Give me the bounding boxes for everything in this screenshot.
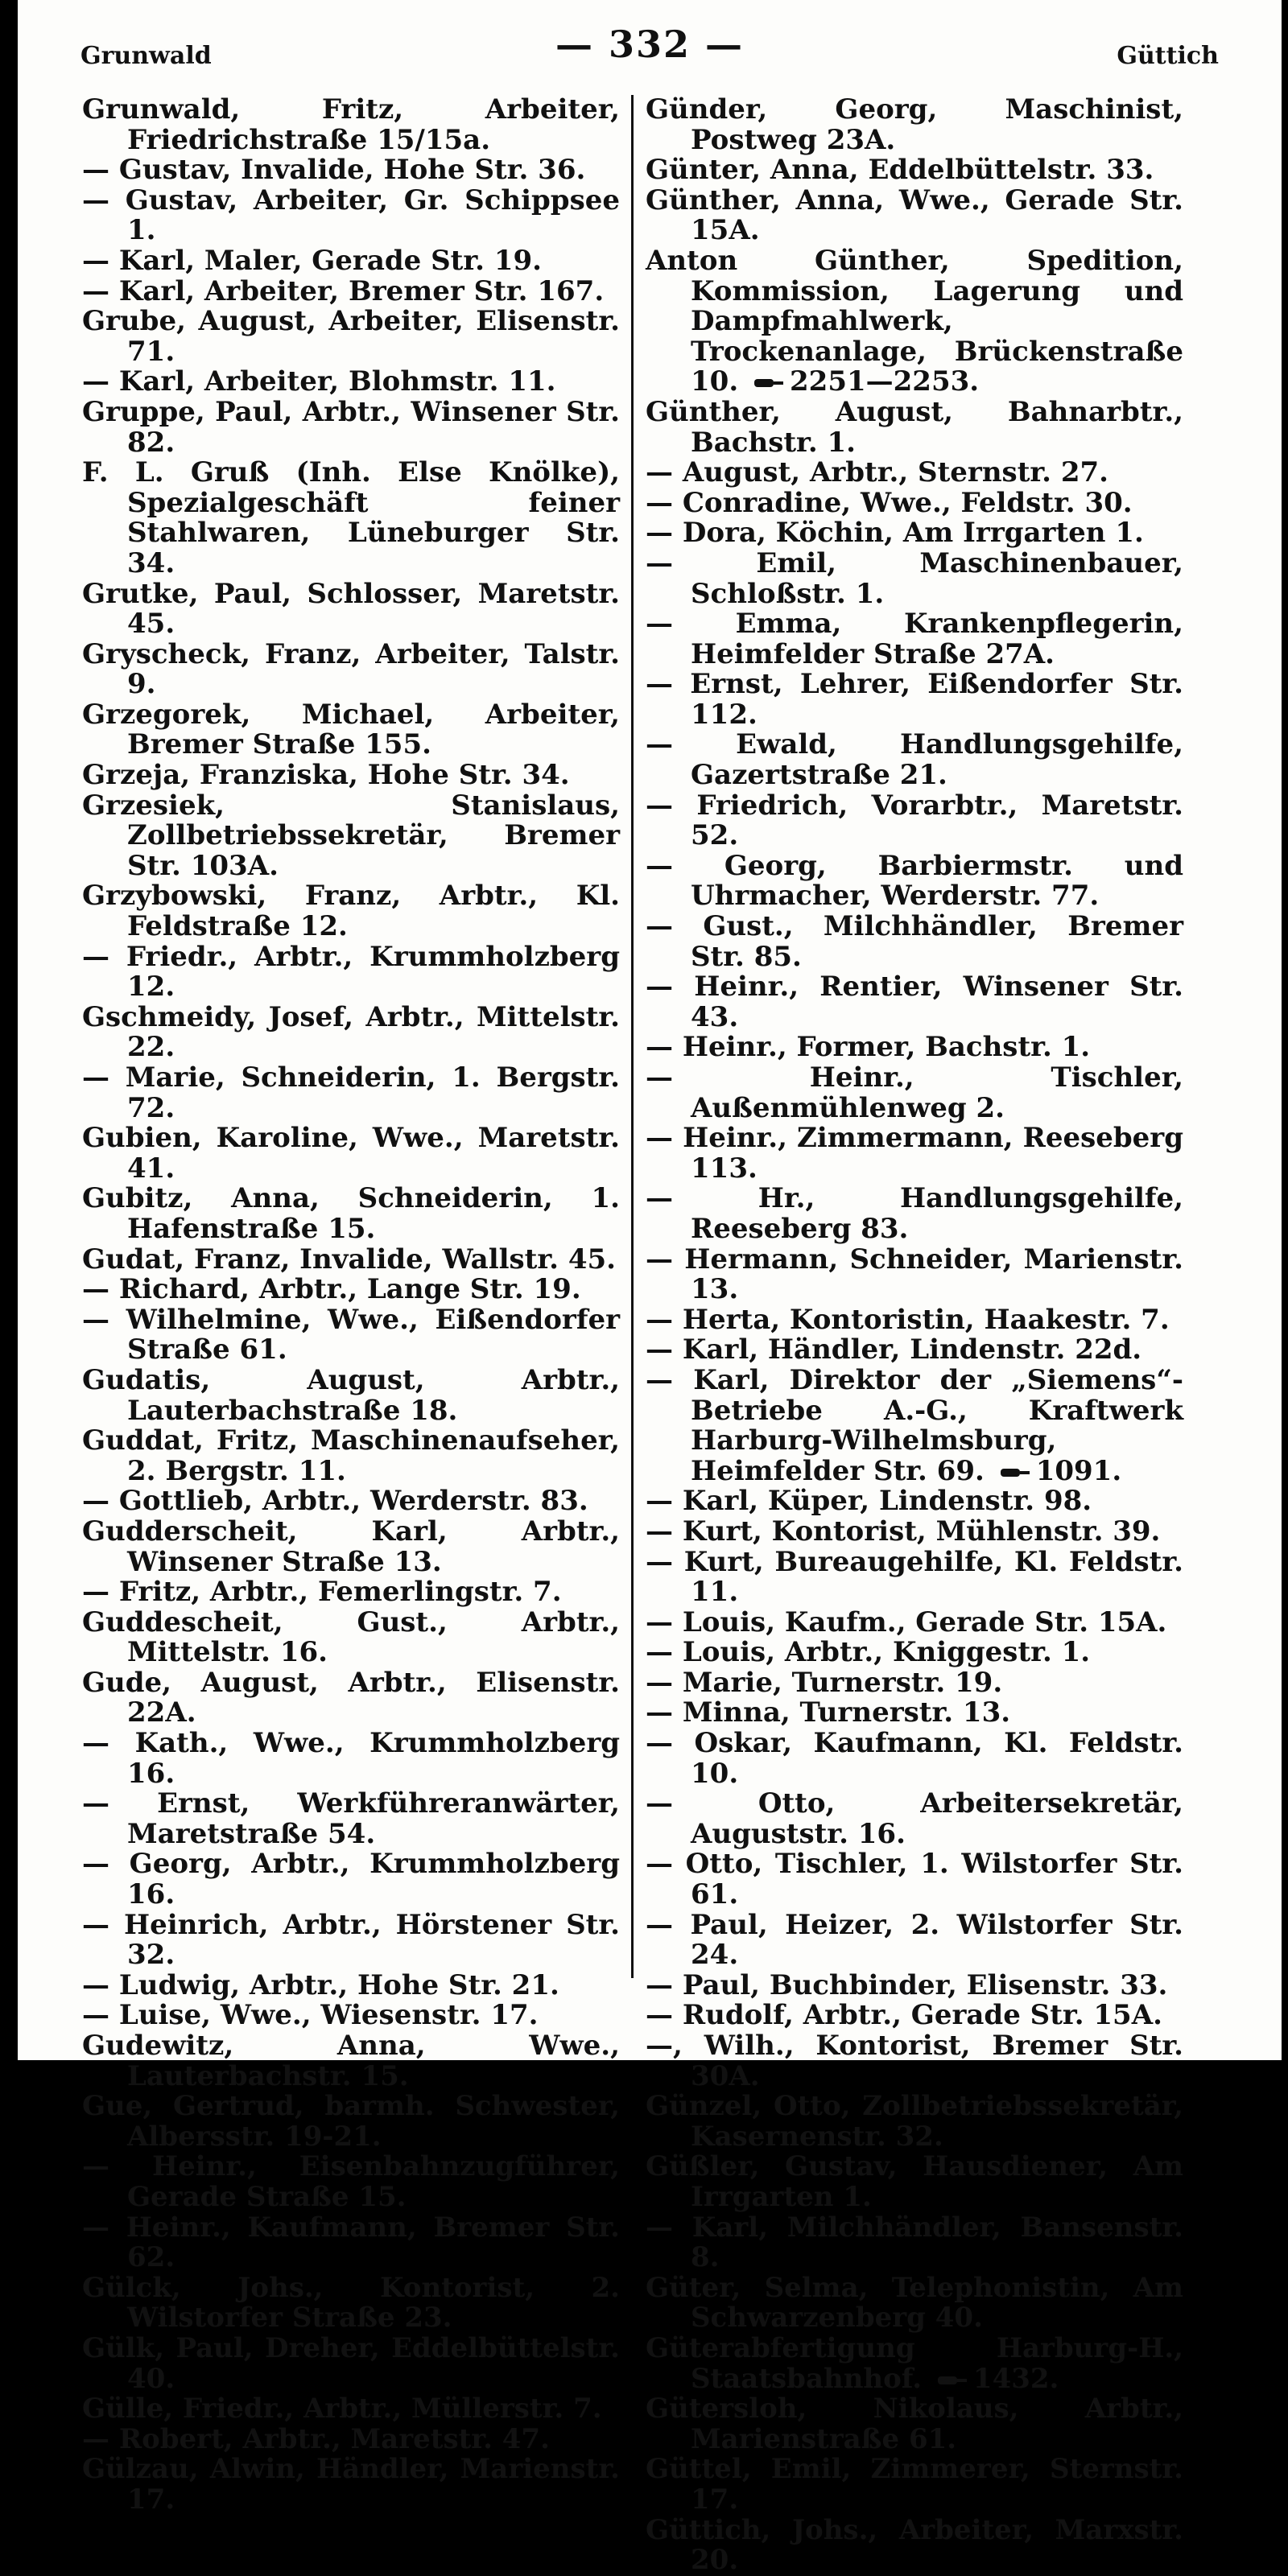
directory-entry xyxy=(646,1032,1183,1063)
entry-text: Güßler, Gustav, Hausdiener, Am Irrgarten 1. xyxy=(646,2150,1183,2213)
directory-entry xyxy=(646,2394,1183,2454)
entry-text: — Louis, Arbtr., Kniggestr. 1. xyxy=(646,1636,1090,1668)
directory-entry xyxy=(646,458,1183,488)
directory-entry xyxy=(646,488,1183,519)
directory-entry xyxy=(646,1668,1183,1699)
directory-entry: Grube, August, Arbeiter, Elisenstr. 71. xyxy=(82,307,620,367)
directory-entry: — Heinr., Kaufmann, Bremer Str. 62. xyxy=(82,2213,620,2273)
entry-text: — Heinr., Tischler, Außenmühlenweg 2. xyxy=(646,1061,1183,1124)
directory-entry xyxy=(646,851,1183,912)
directory-entry: Guddat, Fritz, Maschinenaufseher, 2. Bergstr. 11. xyxy=(82,1426,620,1486)
directory-entry xyxy=(646,2454,1183,2515)
directory-entry xyxy=(646,1366,1183,1486)
directory-entry xyxy=(646,1305,1183,1336)
entry-text: — Karl, Milchhändler, Bansenstr. 8. xyxy=(646,2211,1183,2274)
entry-text: — Conradine, Wwe., Feldstr. 30. xyxy=(646,487,1133,519)
right-column xyxy=(646,95,1183,2576)
phone-number: 1091. xyxy=(1036,1455,1121,1487)
directory-entry xyxy=(646,972,1183,1032)
directory-entry xyxy=(646,398,1183,458)
entry-text: — Otto, Arbeitersekretär, Auguststr. 16. xyxy=(646,1787,1183,1850)
directory-entry: Grunwald, Fritz, Arbeiter, Friedrichstraße 15/15a. xyxy=(82,95,620,155)
entry-text: — Rudolf, Arbtr., Gerade Str. 15A. xyxy=(646,1999,1162,2031)
directory-entry: Gudat, Franz, Invalide, Wallstr. 45. xyxy=(82,1245,620,1276)
directory-entry xyxy=(646,2213,1183,2273)
entry-text: — Oskar, Kaufmann, Kl. Feldstr. 10. xyxy=(646,1727,1183,1790)
telephone-icon xyxy=(936,2374,968,2387)
entry-text: Güterabfertigung Harburg-H., Staatsbahnhof. xyxy=(646,2332,1183,2395)
directory-entry: — Karl, Maler, Gerade Str. 19. xyxy=(82,246,620,277)
entry-text: Anton Günther, Spedition, Kommission, Lagerung und Dampfmahlwerk, Trockenanlage, Brückenstraße 10. xyxy=(646,245,1183,398)
directory-entry xyxy=(646,1335,1183,1366)
directory-entry xyxy=(646,912,1183,972)
directory-entry: Gülck, Johs., Kontorist, 2. Wilstorfer Straße 23. xyxy=(82,2273,620,2334)
directory-entry xyxy=(646,2334,1183,2394)
directory-entry: Grzeja, Franziska, Hohe Str. 34. xyxy=(82,760,620,791)
directory-entry: Grutke, Paul, Schlosser, Maretstr. 45. xyxy=(82,579,620,640)
directory-entry: — Gustav, Invalide, Hohe Str. 36. xyxy=(82,155,620,186)
directory-entry: — Gottlieb, Arbtr., Werderstr. 83. xyxy=(82,1486,620,1517)
entry-text: — Hr., Handlungsgehilfe, Reeseberg 83. xyxy=(646,1182,1183,1245)
directory-entry: Gruppe, Paul, Arbtr., Winsener Str. 82. xyxy=(82,398,620,458)
directory-entry xyxy=(646,2273,1183,2334)
entry-text: — Kurt, Kontorist, Mühlenstr. 39. xyxy=(646,1515,1160,1548)
directory-entry: — Ernst, Werkführeranwärter, Maretstraße 54. xyxy=(82,1789,620,1849)
directory-entry xyxy=(646,2092,1183,2152)
entry-text: — Heinr., Former, Bachstr. 1. xyxy=(646,1031,1090,1063)
directory-entry xyxy=(646,2152,1183,2212)
left-column xyxy=(82,95,620,2516)
directory-entry: — Ludwig, Arbtr., Hohe Str. 21. xyxy=(82,1971,620,2001)
directory-entry xyxy=(646,1698,1183,1729)
entry-text: — Louis, Kaufm., Gerade Str. 15A. xyxy=(646,1606,1166,1638)
directory-entry xyxy=(646,609,1183,670)
header-left-keyword: Grunwald xyxy=(80,42,212,70)
directory-entry: — Fritz, Arbtr., Femerlingstr. 7. xyxy=(82,1577,620,1608)
entry-text: — Emma, Krankenpflegerin, Heimfelder Straße 27A. xyxy=(646,608,1183,670)
entry-text: — Friedrich, Vorarbtr., Maretstr. 52. xyxy=(646,789,1183,852)
entry-text: — Heinr., Zimmermann, Reeseberg 113. xyxy=(646,1122,1183,1185)
entry-text: Günder, Georg, Maschinist, Postweg 23A. xyxy=(646,93,1183,156)
directory-entry xyxy=(646,1608,1183,1638)
directory-entry: — Georg, Arbtr., Krummholzberg 16. xyxy=(82,1849,620,1910)
directory-entry: — Karl, Arbeiter, Blohmstr. 11. xyxy=(82,367,620,398)
directory-entry: — Luise, Wwe., Wiesenstr. 17. xyxy=(82,2001,620,2031)
directory-entry xyxy=(646,2001,1183,2031)
directory-entry: Gudewitz, Anna, Wwe., Lauterbachstr. 15. xyxy=(82,2031,620,2092)
entry-text: — Paul, Buchbinder, Elisenstr. 33. xyxy=(646,1969,1167,2001)
entry-text: — Gust., Milchhändler, Bremer Str. 85. xyxy=(646,910,1183,973)
entry-text: — Ewald, Handlungsgehilfe, Gazertstraße 21. xyxy=(646,728,1183,791)
entry-text: Günzel, Otto, Zollbetriebssekretär, Kasernenstr. 32. xyxy=(646,2090,1183,2153)
directory-entry xyxy=(646,1910,1183,1971)
column-divider xyxy=(631,95,634,1978)
directory-entry xyxy=(646,1184,1183,1244)
entry-text: — Hermann, Schneider, Marienstr. 13. xyxy=(646,1243,1183,1306)
entry-text: — Karl, Direktor der „Siemens“-Betriebe A.-G., Kraftwerk Harburg-Wilhelmsburg, Heimfelder Str. 69. xyxy=(646,1364,1183,1487)
directory-entry xyxy=(646,1123,1183,1184)
directory-entry: Gubitz, Anna, Schneiderin, 1. Hafenstraße 15. xyxy=(82,1184,620,1244)
entry-text: — Dora, Köchin, Am Irrgarten 1. xyxy=(646,517,1144,549)
directory-entry xyxy=(646,1789,1183,1849)
directory-entry: Gülk, Paul, Dreher, Eddelbüttelstr. 40. xyxy=(82,2334,620,2394)
directory-entry xyxy=(646,791,1183,851)
directory-entry: Grzybowski, Franz, Arbtr., Kl. Feldstraße 12. xyxy=(82,881,620,942)
entry-text: — Emil, Maschinenbauer, Schloßstr. 1. xyxy=(646,547,1183,610)
directory-entry: — Karl, Arbeiter, Bremer Str. 167. xyxy=(82,277,620,307)
directory-entry: — Kath., Wwe., Krummholzberg 16. xyxy=(82,1729,620,1789)
directory-entry xyxy=(646,246,1183,398)
directory-entry xyxy=(646,1548,1183,1608)
entry-text: — Paul, Heizer, 2. Wilstorfer Str. 24. xyxy=(646,1909,1183,1972)
directory-entry: — Heinrich, Arbtr., Hörstener Str. 32. xyxy=(82,1910,620,1971)
telephone-icon xyxy=(999,1466,1031,1479)
directory-entry: Gülle, Friedr., Arbtr., Müllerstr. 7. xyxy=(82,2394,620,2425)
entry-text: — Ernst, Lehrer, Eißendorfer Str. 112. xyxy=(646,668,1183,731)
directory-entry: Gue, Gertrud, barmh. Schwester, Albersstr. 19-21. xyxy=(82,2092,620,2152)
telephone-icon xyxy=(753,377,785,389)
directory-entry xyxy=(646,2031,1183,2092)
page-number: — 332 — xyxy=(80,23,1219,66)
directory-entry: Grzesiek, Stanislaus, Zollbetriebssekretär, Bremer Str. 103A. xyxy=(82,791,620,882)
directory-entry xyxy=(646,1517,1183,1548)
entry-text: Günter, Anna, Eddelbüttelstr. 33. xyxy=(646,154,1154,186)
entry-text: Gütersloh, Nikolaus, Arbtr., Marienstraße 61. xyxy=(646,2393,1183,2455)
entry-text: —, Wilh., Kontorist, Bremer Str. 30A. xyxy=(646,2030,1183,2092)
directory-entry xyxy=(646,95,1183,155)
directory-entry: Gubien, Karoline, Wwe., Maretstr. 41. xyxy=(82,1123,620,1184)
directory-entry: — Heinr., Eisenbahnzugführer, Gerade Straße 15. xyxy=(82,2152,620,2212)
directory-entry xyxy=(646,1849,1183,1910)
directory-entry: — Wilhelmine, Wwe., Eißendorfer Straße 61. xyxy=(82,1305,620,1366)
entry-text: Güttel, Emil, Zimmerer, Sternstr. 17. xyxy=(646,2453,1183,2516)
entry-text: — Heinr., Rentier, Winsener Str. 43. xyxy=(646,971,1183,1033)
entry-text: — Karl, Händler, Lindenstr. 22d. xyxy=(646,1333,1141,1366)
directory-entry: Guddescheit, Gust., Arbtr., Mittelstr. 16. xyxy=(82,1608,620,1668)
directory-entry xyxy=(646,2516,1183,2576)
entry-text: — August, Arbtr., Sternstr. 27. xyxy=(646,456,1108,488)
directory-entry xyxy=(646,1063,1183,1123)
directory-entry xyxy=(646,1245,1183,1305)
header-right-keyword: Güttich xyxy=(1117,42,1219,70)
directory-entry xyxy=(646,670,1183,730)
directory-entry: Gülzau, Alwin, Händler, Marienstr. 17. xyxy=(82,2454,620,2515)
phone-number: 2251—2253. xyxy=(790,365,979,398)
directory-entry xyxy=(646,549,1183,609)
entry-text: — Kurt, Bureaugehilfe, Kl. Feldstr. 11. xyxy=(646,1546,1183,1609)
directory-entry xyxy=(646,1729,1183,1789)
phone-number: 1432. xyxy=(973,2363,1059,2395)
directory-entry xyxy=(646,518,1183,549)
directory-entry: Gude, August, Arbtr., Elisenstr. 22A. xyxy=(82,1668,620,1729)
entry-text: Günther, August, Bahnarbtr., Bachstr. 1. xyxy=(646,396,1183,459)
directory-entry: — Richard, Arbtr., Lange Str. 19. xyxy=(82,1275,620,1305)
entry-text: — Minna, Turnerstr. 13. xyxy=(646,1696,1010,1729)
directory-entry xyxy=(646,186,1183,246)
entry-text: Günther, Anna, Wwe., Gerade Str. 15A. xyxy=(646,184,1183,247)
directory-entry: — Marie, Schneiderin, 1. Bergstr. 72. xyxy=(82,1063,620,1123)
directory-entry: Grzegorek, Michael, Arbeiter, Bremer Straße 155. xyxy=(82,700,620,760)
directory-entry: Gryscheck, Franz, Arbeiter, Talstr. 9. xyxy=(82,640,620,700)
entry-text: — Herta, Kontoristin, Haakestr. 7. xyxy=(646,1304,1170,1336)
directory-entry xyxy=(646,730,1183,790)
directory-entry xyxy=(646,1486,1183,1517)
directory-entry: — Robert, Arbtr., Maretstr. 47. xyxy=(82,2425,620,2455)
directory-entry xyxy=(646,1971,1183,2001)
directory-entry: F. L. Gruß (Inh. Else Knölke), Spezialgeschäft feiner Stahlwaren, Lüneburger Str. 34. xyxy=(82,458,620,579)
directory-entry: Gudatis, August, Arbtr., Lauterbachstraße 18. xyxy=(82,1366,620,1426)
entry-text: — Otto, Tischler, 1. Wilstorfer Str. 61. xyxy=(646,1848,1183,1910)
directory-page xyxy=(18,0,1282,2060)
page-header xyxy=(80,23,1219,74)
directory-entry: — Friedr., Arbtr., Krummholzberg 12. xyxy=(82,942,620,1003)
directory-entry xyxy=(646,1638,1183,1668)
directory-entry: Gschmeidy, Josef, Arbtr., Mittelstr. 22. xyxy=(82,1003,620,1063)
directory-entry: — Gustav, Arbeiter, Gr. Schippsee 1. xyxy=(82,186,620,246)
entry-text: Güttich, Johs., Arbeiter, Marxstr. 20. xyxy=(646,2514,1183,2576)
entry-text: — Georg, Barbiermstr. und Uhrmacher, Werderstr. 77. xyxy=(646,850,1183,913)
entry-text: Güter, Selma, Telephonistin, Am Schwarzenberg 40. xyxy=(646,2272,1183,2335)
entry-text: — Marie, Turnerstr. 19. xyxy=(646,1667,1002,1699)
entry-text: — Karl, Küper, Lindenstr. 98. xyxy=(646,1485,1092,1517)
directory-entry xyxy=(646,155,1183,186)
directory-entry: Gudderscheit, Karl, Arbtr., Winsener Straße 13. xyxy=(82,1517,620,1577)
